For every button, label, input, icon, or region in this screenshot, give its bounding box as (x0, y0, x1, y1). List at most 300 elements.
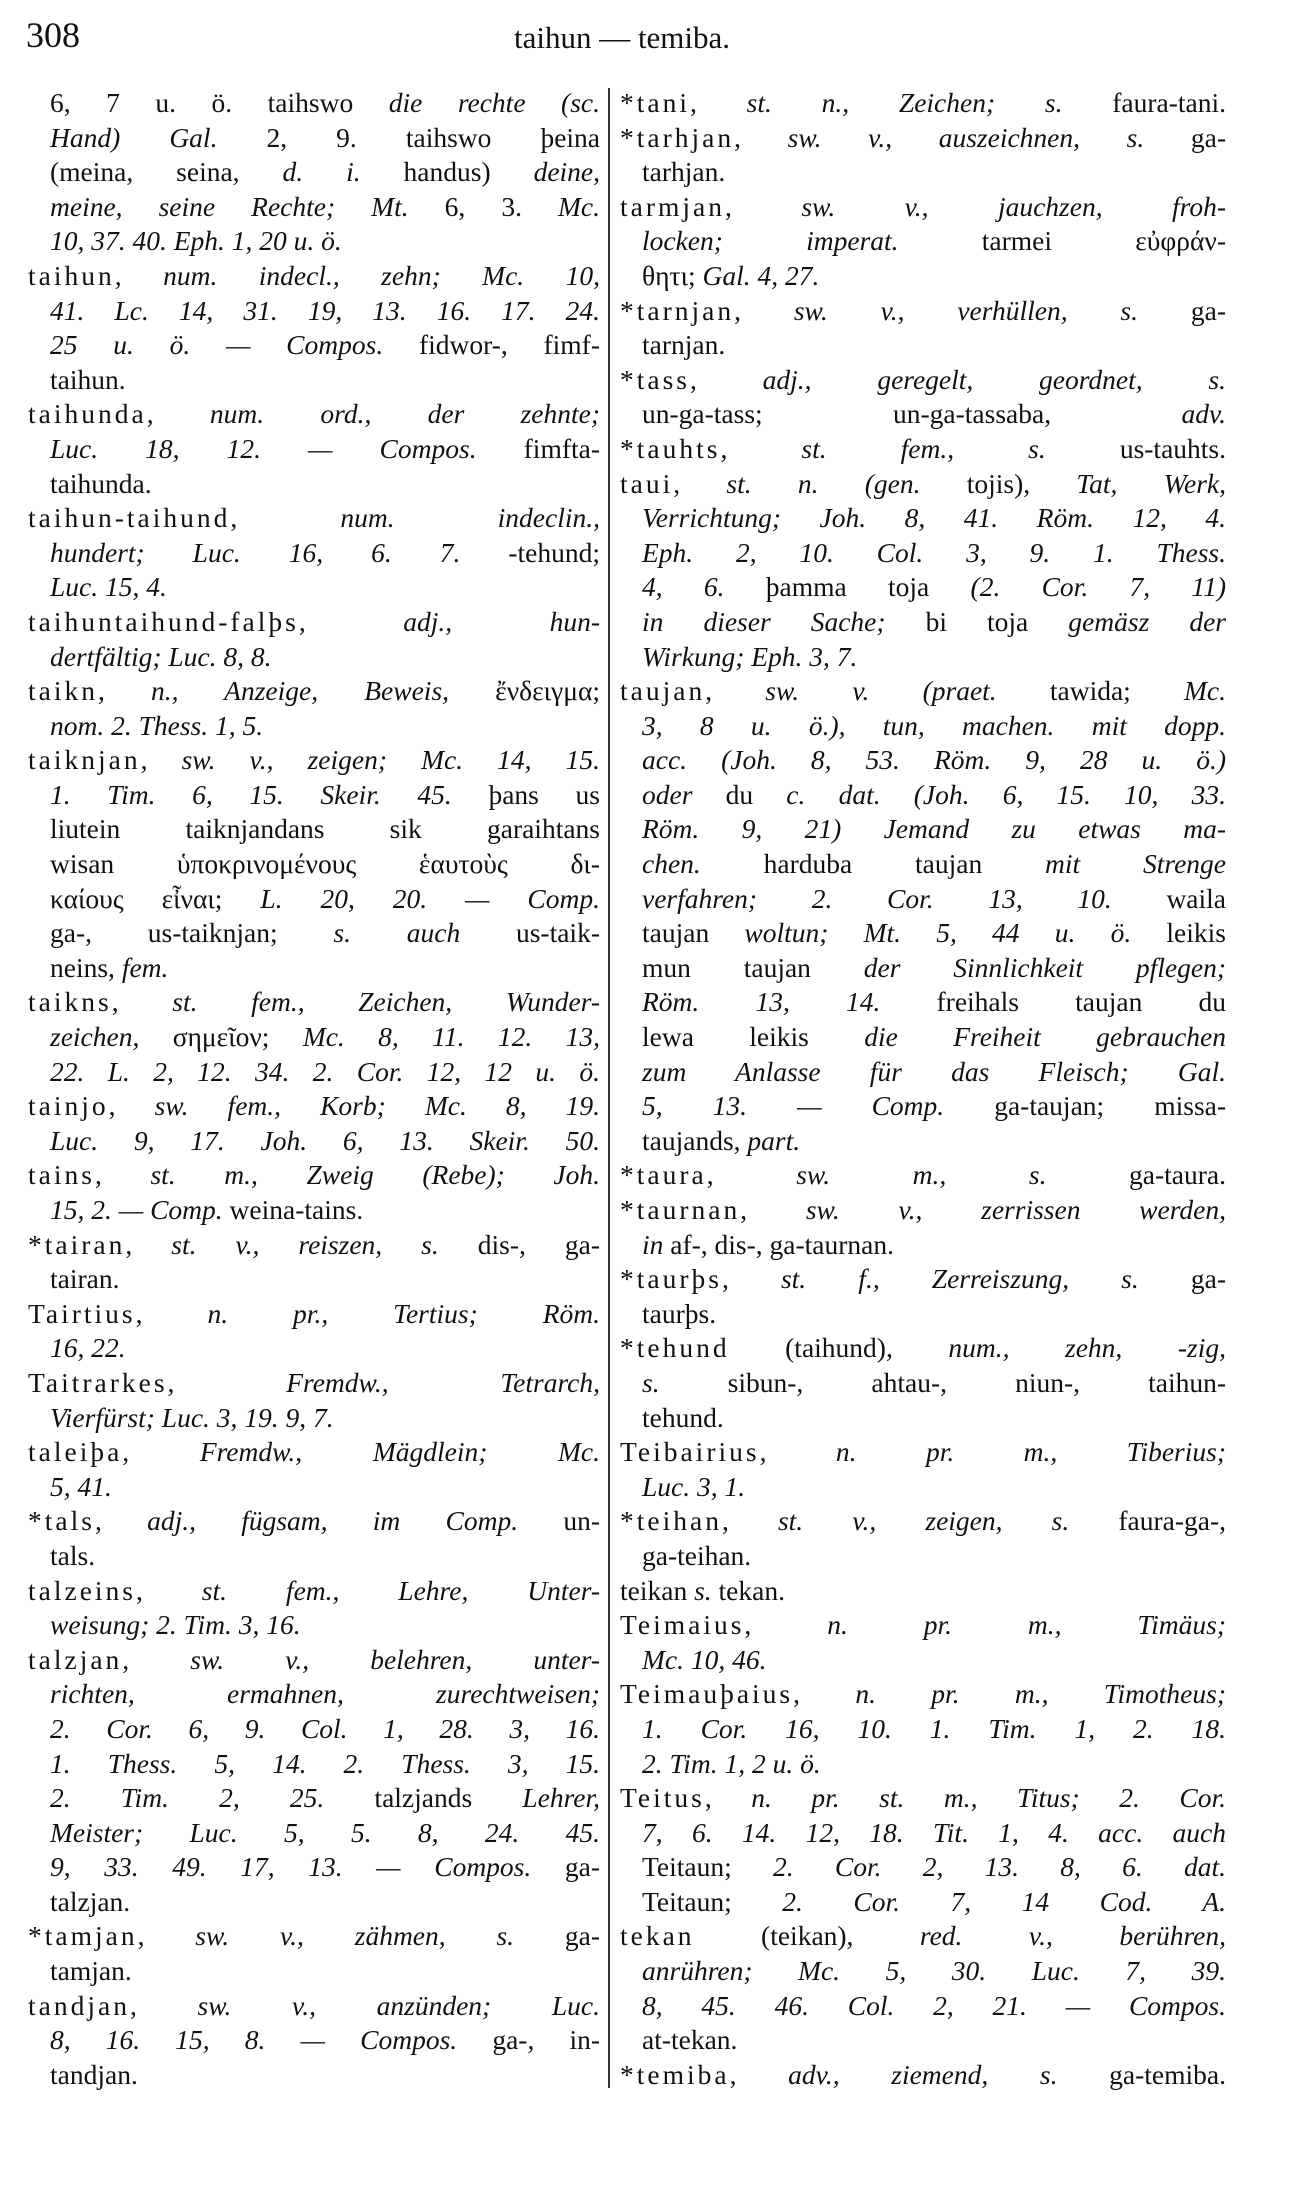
entry-line (620, 224, 1226, 259)
text: , (108, 1090, 155, 1122)
entry-line (28, 1089, 600, 1124)
italic-text: mit Strenge (1045, 848, 1226, 880)
entry-line (28, 1747, 600, 1782)
text: , (720, 432, 802, 464)
italic-text: 9, 33. 49. 17, 13. — Compos. (50, 1851, 532, 1883)
text: , (744, 1609, 828, 1641)
italic-text: Vierfürst; Luc. 3, 19. 9, 7. (50, 1401, 334, 1433)
italic-text: adj., fügsam, im Comp. (147, 1505, 519, 1537)
headword: taleiþa (28, 1436, 123, 1468)
entry-line (620, 1781, 1226, 1816)
headword: tekan (620, 1920, 695, 1952)
italic-text: n. pr. m., Tiberius; (835, 1436, 1227, 1468)
italic-text: st. v., zeigen, s. (777, 1505, 1070, 1537)
text: , (673, 467, 727, 499)
text: , (129, 1989, 198, 2021)
italic-text: verfahren; 2. Cor. 13, 10. (642, 882, 1112, 914)
text: καίους εἶναι; (50, 882, 261, 914)
text: teikan (620, 1574, 695, 1606)
italic-text: 1. Thess. 5, 14. 2. Thess. 3, 15. (50, 1747, 600, 1779)
entry-line (620, 1331, 1226, 1366)
text: (teikan), (694, 1920, 920, 1952)
text: fimfta- (476, 432, 601, 464)
italic-text: meine, seine Rechte; Mt. (50, 190, 409, 222)
headword: Teibairius (620, 1436, 760, 1468)
italic-text: num., zehn, -zig, (948, 1332, 1226, 1364)
entry-line (28, 1850, 600, 1885)
italic-text: Mc. 10, 46. (642, 1643, 767, 1675)
italic-text: Verrichtung; Joh. 8, 41. Röm. 12, 4. (642, 502, 1226, 534)
italic-text: sw. v., zerrissen werden, (805, 1194, 1226, 1225)
entry-line (620, 1643, 1226, 1678)
italic-text: 3, 8 u. ö.), tun, machen. mit dopp. (642, 709, 1226, 741)
italic-text: 2. Cor. 6, 9. Col. 1, 28. 3, 16. (50, 1712, 600, 1744)
entry-line (28, 86, 600, 121)
text: ἔνδειγμα; (449, 675, 601, 707)
text: ga-teihan. (642, 1539, 752, 1571)
italic-text: Mc. (1184, 675, 1227, 707)
italic-text: fem. (121, 951, 169, 983)
headword: *tamjan (28, 1920, 138, 1952)
text: -tehund; (460, 536, 600, 568)
headword: taikns (28, 986, 112, 1018)
entry-line (28, 605, 600, 640)
italic-text: 15, 2. — Comp. (50, 1194, 223, 1225)
text: tekan. (711, 1574, 785, 1606)
italic-text: (2. Cor. 7, 11) (970, 571, 1226, 603)
italic-text: part. (747, 1124, 801, 1156)
entry-line (620, 1885, 1226, 1920)
text: neins, (50, 951, 122, 983)
text: tarnjan. (642, 329, 726, 361)
entry-line (28, 467, 600, 502)
entry-line (28, 882, 600, 917)
italic-text: richten, ermahnen, zurechtweisen; (50, 1678, 600, 1710)
entry-line (620, 605, 1226, 640)
text: , (729, 2058, 789, 2090)
headword: tains (28, 1159, 95, 1191)
italic-text: 8, 16. 15, 8. — Compos. (50, 2024, 458, 2056)
text: mun taujan (642, 951, 864, 983)
italic-text: adj., hun- (403, 605, 600, 637)
text: (meina, seina, (50, 156, 283, 188)
italic-text: Luc. 18, 12. — Compos. (50, 432, 477, 464)
entry-line (28, 224, 600, 259)
entry-line (28, 778, 600, 813)
entry-line (620, 294, 1226, 329)
headword: *tarhjan (620, 121, 735, 153)
italic-text: sw. m., s. (796, 1159, 1047, 1191)
headword: *taurnan (620, 1194, 741, 1225)
entry-line (620, 812, 1226, 847)
entry-line (28, 985, 600, 1020)
italic-text: Lehrer, (522, 1782, 600, 1814)
text: us-tauhts. (1045, 432, 1226, 464)
entry-line (620, 1297, 1226, 1332)
entry-line (620, 1989, 1226, 2024)
italic-text: st. v., reiszen, s. (171, 1228, 439, 1260)
italic-text: Mc. 8, 11. 12. 13, (302, 1021, 600, 1053)
text: , (146, 398, 210, 430)
text: ga-, in- (457, 2024, 601, 2056)
entry-line (620, 1850, 1226, 1885)
entry-line (620, 709, 1226, 744)
text: us-taik- (460, 917, 600, 949)
italic-text: locken; imperat. (642, 225, 899, 257)
text: ga-, us-taiknjan; (50, 917, 334, 949)
text: , (114, 259, 164, 291)
italic-text: Hand) Gal. (50, 121, 218, 153)
italic-text: 1. Tim. 6, 15. Skeir. 45. (50, 778, 452, 810)
entry-line (620, 1919, 1226, 1954)
entry-line (620, 985, 1226, 1020)
headword: *tani (620, 87, 690, 118)
italic-text: Tat, Werk, (1076, 467, 1226, 499)
entry-line (28, 812, 600, 847)
italic-text: s. (642, 1366, 660, 1398)
entry-line (620, 743, 1226, 778)
italic-text: die Freiheit gebrauchen (864, 1021, 1226, 1053)
entry-line (28, 640, 600, 675)
italic-text: Gal. 4, 27. (702, 259, 820, 291)
entry-line (28, 1055, 600, 1090)
entry-line (28, 1366, 600, 1401)
italic-text: st. n. (gen. (726, 467, 921, 499)
entry-line (620, 1158, 1226, 1193)
italic-text: in dieser Sache; (642, 605, 886, 637)
entry-line (28, 328, 600, 363)
text: , (690, 363, 763, 395)
entry-line (620, 1677, 1226, 1712)
italic-text: s. auch (333, 917, 461, 949)
entry-line (620, 570, 1226, 605)
entry-line (28, 1574, 600, 1609)
text: waila (1111, 882, 1226, 914)
entry-line (28, 1712, 600, 1747)
headword: taikn (28, 675, 98, 707)
italic-text: 25 u. ö. — Compos. (50, 329, 384, 361)
italic-text: deine, (533, 156, 600, 188)
italic-text: n. pr. m., Timotheus; (855, 1678, 1226, 1710)
text: , (734, 294, 794, 326)
italic-text: Eph. 2, 10. Col. 3, 9. 1. Thess. (642, 536, 1226, 568)
italic-text: gemäsz der (1068, 605, 1226, 637)
headword: taihunda (28, 398, 147, 430)
text: , (98, 675, 152, 707)
italic-text: 7, 6. 14. 12, 18. Tit. 1, 4. acc. auch (642, 1816, 1226, 1848)
text: at-tekan. (642, 2024, 738, 2056)
headword: taihun-taihund (28, 502, 231, 534)
text: taujands, (642, 1124, 748, 1156)
entry-line (620, 467, 1226, 502)
text: tojis), (920, 467, 1077, 499)
text: , (167, 1366, 287, 1398)
headword: tarmjan (620, 190, 725, 222)
italic-text: Meister; Luc. 5, 5. 8, 24. 45. (50, 1816, 600, 1848)
italic-text: st. n., Zeichen; s. (746, 87, 1063, 118)
text: , (230, 502, 341, 534)
text: σημεῖον; (139, 1021, 303, 1053)
entry-line (620, 155, 1226, 190)
entry-line (620, 2023, 1226, 2058)
entry-line (28, 674, 600, 709)
entry-line (620, 916, 1226, 951)
entry-line (620, 259, 1226, 294)
text: tairan. (50, 1263, 120, 1295)
entry-line (620, 1366, 1226, 1401)
text: , (137, 1920, 196, 1952)
entry-line (620, 847, 1226, 882)
italic-text: 22. L. 2, 12. 34. 2. Cor. 12, 12 u. ö. (50, 1055, 600, 1087)
text: , (721, 1263, 781, 1295)
headword: *tass (620, 363, 690, 395)
entry-line (620, 640, 1226, 675)
italic-text: 4, 6. (642, 571, 725, 603)
text: faura-ga-, (1069, 1505, 1226, 1537)
page-title: taihun — temiba. (513, 20, 731, 55)
text: þans us (451, 778, 600, 810)
italic-text: 5, 41. (50, 1470, 112, 1502)
headword: Teimaius (620, 1609, 745, 1641)
text: , (125, 1228, 172, 1260)
text: un- (518, 1505, 601, 1537)
entry-line (28, 1193, 600, 1228)
italic-text: st. fem., Lehre, Unter- (201, 1574, 601, 1606)
text: þamma toja (724, 571, 971, 603)
headword: *taurþs (620, 1263, 722, 1295)
text: tehund. (642, 1401, 724, 1433)
entry-line (620, 328, 1226, 363)
headword: taihun (28, 259, 115, 291)
entry-line (28, 1816, 600, 1851)
italic-text: st. f., Zerreiszung, s. (780, 1263, 1139, 1295)
text: , (725, 190, 802, 222)
entry-line (28, 1435, 600, 1470)
italic-text: sw. v., auszeichnen, s. (787, 121, 1145, 153)
italic-text: woltun; Mt. 5, 44 u. ö. (744, 917, 1132, 949)
italic-text: sw. v., zeigen; Mc. 14, 15. (181, 744, 601, 776)
entry-line (620, 1435, 1226, 1470)
entry-line (28, 1989, 600, 2024)
italic-text: Röm. 13, 14. (642, 986, 881, 1018)
entry-line (28, 2023, 600, 2058)
headword: *tauhts (620, 432, 721, 464)
italic-text: L. 20, 20. — Comp. (260, 882, 600, 914)
entry-line (620, 190, 1226, 225)
italic-text: 2. Cor. 7, 14 Cod. A. (782, 1885, 1226, 1917)
entry-line (620, 1608, 1226, 1643)
text: tawida; (996, 675, 1185, 707)
entry-line (620, 1470, 1226, 1505)
headword: talzeins (28, 1574, 136, 1606)
italic-text: anrühren; Mc. 5, 30. Luc. 7, 39. (642, 1955, 1226, 1987)
italic-text: n. pr. m., Timäus; (827, 1609, 1226, 1641)
entry-line (620, 1712, 1226, 1747)
italic-text: 8, 45. 46. Col. 2, 21. — Compos. (642, 1989, 1226, 2021)
headword: *tals (28, 1505, 95, 1537)
text: bi toja (885, 605, 1069, 637)
text: tandjan. (50, 2058, 138, 2090)
text: ga- (1144, 121, 1226, 153)
italic-text: st. fem., Zeichen, Wunder- (172, 986, 600, 1018)
text: un-ga-tass; un-ga-tassaba, (642, 398, 1182, 430)
italic-text: nom. 2. Thess. 1, 5. (50, 709, 264, 741)
text: , (135, 1297, 208, 1329)
entry-line (28, 1124, 600, 1159)
italic-text: red. v., berühren, (919, 1920, 1226, 1952)
entry-line (28, 121, 600, 156)
entry-line (28, 1643, 600, 1678)
entry-line (28, 501, 600, 536)
italic-text: Luc. 15, 4. (50, 571, 167, 603)
text: 6, 3. (408, 190, 559, 222)
italic-text: Luc. 9, 17. Joh. 6, 13. Skeir. 50. (50, 1124, 600, 1156)
entry-line (620, 882, 1226, 917)
text: Teitaun; (642, 1851, 773, 1883)
italic-text: s. (694, 1574, 712, 1606)
italic-text: Wirkung; Eph. 3, 7. (642, 640, 858, 672)
text: taihun. (50, 363, 126, 395)
text: freihals taujan du (880, 986, 1226, 1018)
italic-text: c. dat. (Joh. 6, 15. 10, 33. (786, 778, 1226, 810)
entry-line (620, 1089, 1226, 1124)
entry-line (620, 1193, 1226, 1228)
entry-line (28, 397, 600, 432)
italic-text: oder (642, 778, 693, 810)
text: , (793, 1678, 856, 1710)
italic-text: sw. v., verhüllen, s. (793, 294, 1139, 326)
italic-text: weisung; 2. Tim. 3, 16. (50, 1609, 301, 1641)
entry-line (28, 2058, 600, 2093)
italic-text: num. ord., der zehnte; (209, 398, 600, 430)
entry-line (28, 1919, 600, 1954)
italic-text: der Sinnlichkeit pflegen; (863, 951, 1226, 983)
text: , (298, 605, 404, 637)
right-column (620, 86, 1226, 2092)
italic-text: n., Anzeige, Beweis, (151, 675, 450, 707)
entry-line (28, 432, 600, 467)
italic-text: 2. Cor. 2, 13. 8, 6. dat. (772, 1851, 1226, 1883)
headword: Tairtius (28, 1297, 136, 1329)
italic-text: sw. v., belehren, unter- (190, 1643, 600, 1675)
italic-text: Fremdw., Tetrarch, (286, 1366, 600, 1398)
entry-line (28, 1885, 600, 1920)
italic-text: sw. v., zähmen, s. (195, 1920, 515, 1952)
text: tamjan. (50, 1955, 132, 1987)
entry-line (28, 1331, 600, 1366)
column-divider (608, 88, 610, 2088)
text: wisan ὑποκρινομένους ἑαυτοὺς δι- (50, 848, 600, 880)
text: 6, 7 u. ö. taihswo (50, 87, 389, 118)
text: ga-taujan; missa- (944, 1090, 1227, 1122)
text: ga- (514, 1920, 600, 1952)
italic-text: die rechte (sc. (388, 87, 600, 118)
text: , (136, 1574, 202, 1606)
entry-line (620, 86, 1226, 121)
italic-text: sw. v. (praet. (765, 675, 997, 707)
italic-text: Mc. (558, 190, 601, 222)
headword: *tairan (28, 1228, 126, 1260)
italic-text: num. indecl., zehn; Mc. 10, (163, 259, 600, 291)
text: ga-temiba. (1057, 2058, 1227, 2090)
text: , (122, 1436, 200, 1468)
entry-line (28, 1401, 600, 1436)
italic-text: 10, 37. 40. Eph. 1, 20 u. ö. (50, 225, 342, 257)
italic-text: acc. (Joh. 8, 53. Röm. 9, 28 u. ö.) (642, 744, 1226, 776)
headword: Teitus (620, 1782, 705, 1814)
text: du (692, 778, 787, 810)
italic-text: n. pr. st. m., Titus; 2. Cor. (751, 1782, 1226, 1814)
entry-line (28, 1677, 600, 1712)
text: tarmei εὐφράν- (898, 225, 1226, 257)
entry-line (28, 1158, 600, 1193)
text: liutein taiknjandans sik garaihtans (50, 813, 600, 845)
italic-text: in (642, 1228, 664, 1260)
text: tarhjan. (642, 156, 726, 188)
headword: Taitrarkes (28, 1366, 168, 1398)
text: , (705, 675, 766, 707)
headword: *tehund (620, 1332, 730, 1364)
entry-line (620, 432, 1226, 467)
page-number: 308 (26, 15, 80, 55)
italic-text: Röm. 9, 21) Jemand zu etwas ma- (642, 813, 1226, 845)
text: , (94, 1159, 151, 1191)
italic-text: Luc. 3, 1. (642, 1470, 746, 1502)
text: talzjan. (50, 1885, 131, 1917)
text: lewa leikis (642, 1021, 865, 1053)
entry-line (28, 1608, 600, 1643)
text: ga- (1138, 1263, 1226, 1295)
entry-line (620, 1747, 1226, 1782)
text: (taihund), (729, 1332, 949, 1364)
entry-line (28, 916, 600, 951)
text: fidwor-, fimf- (383, 329, 600, 361)
italic-text: adv., ziemend, s. (788, 2058, 1058, 2090)
entry-line (620, 1816, 1226, 1851)
text: taihunda. (50, 467, 152, 499)
entry-line (28, 536, 600, 571)
text: ga- (531, 1851, 600, 1883)
entry-line (620, 501, 1226, 536)
entry-line (620, 1539, 1226, 1574)
italic-text: d. i. (282, 156, 361, 188)
text: 2, 9. taihswo þeina (217, 121, 600, 153)
italic-text: Fremdw., Mägdlein; Mc. (199, 1436, 601, 1468)
text: ga-taura. (1046, 1159, 1226, 1191)
italic-text: adj., geregelt, geordnet, s. (762, 363, 1227, 395)
text: sibun-, ahtau-, niun-, taihun- (659, 1366, 1226, 1398)
italic-text: sw. v., jauchzen, froh- (801, 190, 1227, 222)
entry-line (28, 155, 600, 190)
text: , (690, 87, 747, 118)
entry-line (620, 1262, 1226, 1297)
headword: *tarnjan (620, 294, 735, 326)
entry-line (28, 294, 600, 329)
entry-line (620, 951, 1226, 986)
headword: talzjan (28, 1643, 123, 1675)
entry-line (28, 1470, 600, 1505)
text: faura-tani. (1062, 87, 1227, 118)
text: , (704, 1782, 752, 1814)
entry-line (28, 1020, 600, 1055)
text: , (122, 1643, 191, 1675)
italic-text: zeichen, (50, 1021, 140, 1053)
entry-line (28, 363, 600, 398)
text: , (140, 744, 182, 776)
text: , (94, 1505, 148, 1537)
entry-line (28, 1954, 600, 1989)
entry-line (620, 121, 1226, 156)
